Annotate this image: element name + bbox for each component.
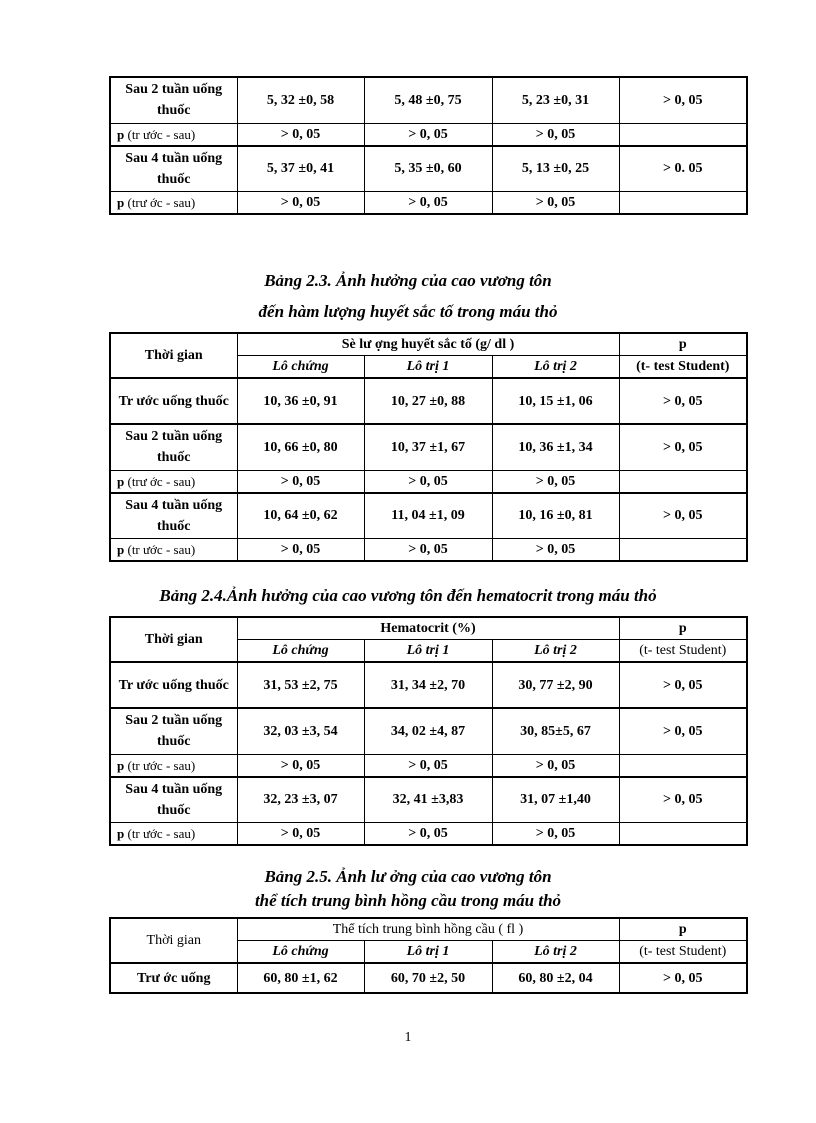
cell-value: 5, 13 ±0, 25 xyxy=(492,146,619,192)
cell-value: > 0, 05 xyxy=(364,192,492,215)
cell-value: > 0, 05 xyxy=(492,823,619,846)
cell-value: 31, 34 ±2, 70 xyxy=(364,662,492,708)
header-time: Thời gian xyxy=(110,333,237,378)
cell-value: > 0, 05 xyxy=(364,123,492,146)
cell-p: > 0. 05 xyxy=(619,146,747,192)
table-caption: Bảng 2.3. Ảnh hưởng của cao vương tôn xyxy=(264,271,552,290)
cell-value: > 0, 05 xyxy=(364,539,492,562)
cell-value: > 0, 05 xyxy=(237,192,364,215)
page-number: 1 xyxy=(404,1030,412,1045)
cell-p: > 0, 05 xyxy=(619,378,747,424)
cell-p: > 0, 05 xyxy=(619,424,747,470)
cell-value: > 0, 05 xyxy=(237,754,364,777)
cell-p xyxy=(619,539,747,562)
cell-value: 32, 41 ±3,83 xyxy=(364,777,492,823)
cell-value: 5, 23 ±0, 31 xyxy=(492,77,619,123)
header-control: Lô chứng xyxy=(237,356,364,379)
header-treat1: Lô trị 1 xyxy=(364,941,492,964)
table-row xyxy=(110,823,747,846)
cell-value: > 0, 05 xyxy=(237,539,364,562)
table-caption: Bảng 2.5. Ảnh lư ởng của cao vương tôn xyxy=(264,867,552,886)
table-caption: thể tích trung bình hồng cầu trong máu thỏ xyxy=(254,891,562,910)
cell-value: 10, 66 ±0, 80 xyxy=(237,424,364,470)
cell-value: 60, 70 ±2, 50 xyxy=(364,963,492,993)
cell-value: 5, 32 ±0, 58 xyxy=(237,77,364,123)
cell-value: 30, 77 ±2, 90 xyxy=(492,662,619,708)
header-p: p xyxy=(619,617,747,640)
p-row-label: p (trư ớc - sau) xyxy=(110,192,237,215)
table-caption: đến hàm lượng huyết sắc tố trong máu thỏ xyxy=(258,302,558,321)
cell-value: > 0, 05 xyxy=(237,470,364,493)
header-ttest: (t- test Student) xyxy=(619,941,747,964)
cell-p: > 0, 05 xyxy=(619,963,747,993)
header-control: Lô chứng xyxy=(237,640,364,663)
table-2-5 xyxy=(109,917,748,994)
header-ttest: (t- test Student) xyxy=(619,640,747,663)
table-caption: Bảng 2.4.Ảnh hưởng của cao vương tôn đến hematocrit trong máu thỏ xyxy=(159,586,657,605)
cell-value: 32, 23 ±3, 07 xyxy=(237,777,364,823)
header-time: Thời gian xyxy=(110,918,237,963)
table-2-3 xyxy=(109,332,748,562)
header-row xyxy=(110,617,747,640)
cell-value: > 0, 05 xyxy=(492,470,619,493)
cell-value: > 0, 05 xyxy=(492,123,619,146)
cell-value: 10, 27 ±0, 88 xyxy=(364,378,492,424)
header-row xyxy=(110,333,747,356)
cell-p: > 0, 05 xyxy=(619,493,747,539)
row-label: Trư ớc uống xyxy=(110,963,237,993)
header-treat2: Lô trị 2 xyxy=(492,356,619,379)
table-row xyxy=(110,539,747,562)
header-time: Thời gian xyxy=(110,617,237,662)
row-label: Sau 2 tuần uống thuốc xyxy=(110,708,237,754)
cell-value: > 0, 05 xyxy=(364,470,492,493)
row-label: Sau 2 tuần uống thuốc xyxy=(110,424,237,470)
table-row xyxy=(110,754,747,777)
row-label: Tr ước uống thuốc xyxy=(110,662,237,708)
header-p: p xyxy=(619,918,747,941)
cell-value: > 0, 05 xyxy=(364,754,492,777)
table-row xyxy=(110,662,747,708)
cell-value: 34, 02 ±4, 87 xyxy=(364,708,492,754)
header-treat1: Lô trị 1 xyxy=(364,640,492,663)
cell-value: 10, 64 ±0, 62 xyxy=(237,493,364,539)
cell-value: 31, 07 ±1,40 xyxy=(492,777,619,823)
table-row xyxy=(110,424,747,470)
header-group: Sè lư ợng huyết sắc tố (g/ dl ) xyxy=(237,333,619,356)
table-row xyxy=(110,192,747,215)
cell-value: 10, 16 ±0, 81 xyxy=(492,493,619,539)
cell-p xyxy=(619,754,747,777)
row-label: Sau 4 tuần uống thuốc xyxy=(110,146,237,192)
cell-value: > 0, 05 xyxy=(237,123,364,146)
table-row xyxy=(110,470,747,493)
cell-value: 10, 36 ±1, 34 xyxy=(492,424,619,470)
table-row xyxy=(110,146,747,192)
table-row xyxy=(110,378,747,424)
cell-value: > 0, 05 xyxy=(237,823,364,846)
cell-value: 5, 35 ±0, 60 xyxy=(364,146,492,192)
p-row-label: p (trư ớc - sau) xyxy=(110,470,237,493)
cell-p: > 0, 05 xyxy=(619,662,747,708)
header-row xyxy=(110,918,747,941)
table-row xyxy=(110,77,747,123)
cell-value: 10, 37 ±1, 67 xyxy=(364,424,492,470)
cell-p xyxy=(619,823,747,846)
table-row xyxy=(110,777,747,823)
table-continued xyxy=(109,76,748,215)
header-treat1: Lô trị 1 xyxy=(364,356,492,379)
p-row-label: p (tr ước - sau) xyxy=(110,123,237,146)
p-row-label: p (tr ước - sau) xyxy=(110,754,237,777)
table-row xyxy=(110,493,747,539)
row-label: Sau 4 tuần uống thuốc xyxy=(110,777,237,823)
cell-p: > 0, 05 xyxy=(619,777,747,823)
cell-p: > 0, 05 xyxy=(619,77,747,123)
cell-p xyxy=(619,192,747,215)
table-row xyxy=(110,963,747,993)
header-control: Lô chứng xyxy=(237,941,364,964)
cell-p: > 0, 05 xyxy=(619,708,747,754)
table-row xyxy=(110,708,747,754)
cell-value: 10, 15 ±1, 06 xyxy=(492,378,619,424)
cell-value: 31, 53 ±2, 75 xyxy=(237,662,364,708)
header-treat2: Lô trị 2 xyxy=(492,941,619,964)
row-label: Sau 2 tuần uống thuốc xyxy=(110,77,237,123)
cell-value: 60, 80 ±1, 62 xyxy=(237,963,364,993)
cell-value: 5, 37 ±0, 41 xyxy=(237,146,364,192)
cell-value: > 0, 05 xyxy=(364,823,492,846)
cell-value: 60, 80 ±2, 04 xyxy=(492,963,619,993)
table-2-4 xyxy=(109,616,748,846)
cell-value: 32, 03 ±3, 54 xyxy=(237,708,364,754)
cell-value: 10, 36 ±0, 91 xyxy=(237,378,364,424)
cell-p xyxy=(619,470,747,493)
cell-value: > 0, 05 xyxy=(492,754,619,777)
cell-value: 5, 48 ±0, 75 xyxy=(364,77,492,123)
cell-value: > 0, 05 xyxy=(492,539,619,562)
header-ttest: (t- test Student) xyxy=(619,356,747,379)
header-group: Thể tích trung bình hồng cầu ( fl ) xyxy=(237,918,619,941)
cell-value: 11, 04 ±1, 09 xyxy=(364,493,492,539)
table-row xyxy=(110,123,747,146)
header-treat2: Lô trị 2 xyxy=(492,640,619,663)
header-p: p xyxy=(619,333,747,356)
p-row-label: p (tr ước - sau) xyxy=(110,539,237,562)
row-label: Tr ước uống thuốc xyxy=(110,378,237,424)
cell-p xyxy=(619,123,747,146)
row-label: Sau 4 tuần uống thuốc xyxy=(110,493,237,539)
header-group: Hematocrit (%) xyxy=(237,617,619,640)
cell-value: > 0, 05 xyxy=(492,192,619,215)
cell-value: 30, 85±5, 67 xyxy=(492,708,619,754)
p-row-label: p (tr ước - sau) xyxy=(110,823,237,846)
